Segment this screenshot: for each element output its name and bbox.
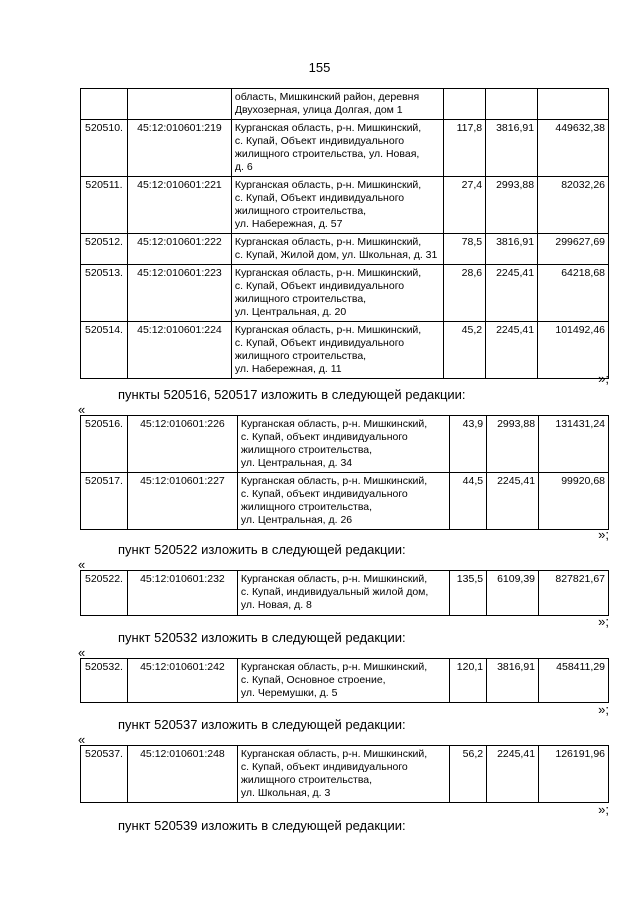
table-row xyxy=(81,571,609,616)
amendment-text: пункты 520516, 520517 изложить в следующей редакции: xyxy=(118,387,466,402)
cell-total: 299627,69 xyxy=(538,234,609,265)
cell-cadastral: 45:12:010601:248 xyxy=(127,746,237,803)
cell-total: 458411,29 xyxy=(539,659,609,703)
table-section-0 xyxy=(80,88,609,379)
cell-number: 520517. xyxy=(81,473,128,530)
cell-address: Курганская область, р-н. Мишкинский, с. Купай, объект индивидуального жилищного строительства, ул. Центральная, д. 26 xyxy=(237,473,449,530)
table-row xyxy=(81,89,609,120)
cell-number: 520532. xyxy=(81,659,128,703)
cell-area: 135,5 xyxy=(450,571,487,616)
cell-area: 78,5 xyxy=(444,234,486,265)
cell-area xyxy=(444,89,486,120)
amendment-text: пункт 520532 изложить в следующей редакции: xyxy=(118,630,406,645)
cell-price: 3816,91 xyxy=(486,234,538,265)
cell-number: 520511. xyxy=(81,177,128,234)
cell-total: 64218,68 xyxy=(538,265,609,322)
cell-address: Курганская область, р-н. Мишкинский, с. Купай, Жилой дом, ул. Школьная, д. 31 xyxy=(231,234,443,265)
opening-quote: « xyxy=(78,557,86,572)
cell-price xyxy=(486,89,538,120)
amendment-text: пункт 520539 изложить в следующей редакции: xyxy=(118,818,406,833)
opening-quote: « xyxy=(78,402,86,417)
cell-address: Курганская область, р-н. Мишкинский, с. Купай, Основное строение, ул. Черемушки, д. 5 xyxy=(237,659,449,703)
cell-area: 120,1 xyxy=(450,659,487,703)
cell-address: Курганская область, р-н. Мишкинский, с. Купай, Объект индивидуального жилищного строительства, ул. Центральная, д. 20 xyxy=(231,265,443,322)
table-row xyxy=(81,120,609,177)
cell-number: 520537. xyxy=(81,746,128,803)
cell-price: 2245,41 xyxy=(486,265,538,322)
cell-cadastral: 45:12:010601:227 xyxy=(127,473,237,530)
table-row xyxy=(81,234,609,265)
table-row xyxy=(81,265,609,322)
cell-address: Курганская область, р-н. Мишкинский, с. Купай, Объект индивидуального жилищного строительства, ул. Набережная, д. 57 xyxy=(231,177,443,234)
table-section-1 xyxy=(80,415,609,530)
cell-area: 28,6 xyxy=(444,265,486,322)
cell-area: 56,2 xyxy=(450,746,487,803)
table-row xyxy=(81,473,609,530)
closing-quote: »; xyxy=(598,614,609,629)
table-section-4 xyxy=(80,745,609,803)
cell-cadastral: 45:12:010601:226 xyxy=(127,416,237,473)
cell-number: 520510. xyxy=(81,120,128,177)
cell-cadastral: 45:12:010601:242 xyxy=(127,659,237,703)
cell-cadastral: 45:12:010601:222 xyxy=(127,234,231,265)
cell-total: 449632,38 xyxy=(538,120,609,177)
amendment-text: пункт 520537 изложить в следующей редакции: xyxy=(118,717,406,732)
amendment-text: пункт 520522 изложить в следующей редакции: xyxy=(118,542,406,557)
cell-number: 520513. xyxy=(81,265,128,322)
cell-total xyxy=(538,89,609,120)
cell-area: 43,9 xyxy=(450,416,487,473)
cell-number: 520512. xyxy=(81,234,128,265)
cell-address: Курганская область, р-н. Мишкинский, с. Купай, Объект индивидуального жилищного строительства, ул. Новая, д. 6 xyxy=(231,120,443,177)
cell-total: 827821,67 xyxy=(539,571,609,616)
cell-cadastral: 45:12:010601:224 xyxy=(127,322,231,379)
cell-total: 82032,26 xyxy=(538,177,609,234)
cell-cadastral: 45:12:010601:223 xyxy=(127,265,231,322)
cell-price: 2993,88 xyxy=(486,177,538,234)
cell-address: область, Мишкинский район, деревня Двухозерная, улица Долгая, дом 1 xyxy=(231,89,443,120)
cell-total: 101492,46 xyxy=(538,322,609,379)
cell-number: 520514. xyxy=(81,322,128,379)
table-row xyxy=(81,416,609,473)
cell-address: Курганская область, р-н. Мишкинский, с. Купай, объект индивидуального жилищного строительства, ул. Школьная, д. 3 xyxy=(237,746,449,803)
cell-area: 44,5 xyxy=(450,473,487,530)
cell-area: 27,4 xyxy=(444,177,486,234)
closing-quote: »; xyxy=(598,702,609,717)
cell-total: 99920,68 xyxy=(539,473,609,530)
opening-quote: « xyxy=(78,732,86,747)
table-row xyxy=(81,322,609,379)
cell-price: 2993,88 xyxy=(487,416,539,473)
cell-price: 3816,91 xyxy=(487,659,539,703)
cell-price: 6109,39 xyxy=(487,571,539,616)
cell-address: Курганская область, р-н. Мишкинский, с. Купай, объект индивидуального жилищного строительства, ул. Центральная, д. 34 xyxy=(237,416,449,473)
cell-number: 520516. xyxy=(81,416,128,473)
closing-quote: »; xyxy=(598,371,609,386)
cell-address: Курганская область, р-н. Мишкинский, с. Купай, Объект индивидуального жилищного строительства, ул. Набережная, д. 11 xyxy=(231,322,443,379)
table-row xyxy=(81,177,609,234)
cell-price: 3816,91 xyxy=(486,120,538,177)
opening-quote: « xyxy=(78,645,86,660)
cell-price: 2245,41 xyxy=(486,322,538,379)
table-section-2 xyxy=(80,570,609,616)
cell-price: 2245,41 xyxy=(487,746,539,803)
closing-quote: »; xyxy=(598,802,609,817)
page-number: 155 xyxy=(308,60,331,75)
cell-area: 117,8 xyxy=(444,120,486,177)
table-section-3 xyxy=(80,658,609,703)
closing-quote: »; xyxy=(598,527,609,542)
cell-cadastral: 45:12:010601:219 xyxy=(127,120,231,177)
cell-address: Курганская область, р-н. Мишкинский, с. Купай, индивидуальный жилой дом, ул. Новая, д. 8 xyxy=(237,571,449,616)
table-row xyxy=(81,746,609,803)
cell-number xyxy=(81,89,128,120)
cell-area: 45,2 xyxy=(444,322,486,379)
cell-number: 520522. xyxy=(81,571,128,616)
cell-cadastral: 45:12:010601:232 xyxy=(127,571,237,616)
table-row xyxy=(81,659,609,703)
cell-cadastral: 45:12:010601:221 xyxy=(127,177,231,234)
cell-total: 131431,24 xyxy=(539,416,609,473)
cell-price: 2245,41 xyxy=(487,473,539,530)
cell-total: 126191,96 xyxy=(539,746,609,803)
cell-cadastral xyxy=(127,89,231,120)
